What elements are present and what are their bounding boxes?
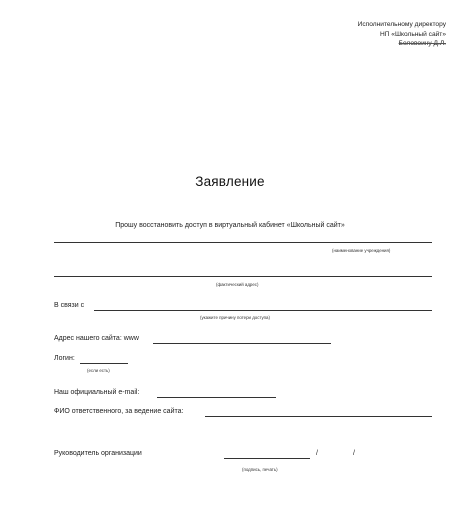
document-title: Заявление bbox=[195, 174, 265, 189]
address-line[interactable] bbox=[54, 276, 432, 277]
email-label: Наш официальный e-mail: bbox=[54, 389, 140, 396]
slash-separator-2: / bbox=[353, 450, 355, 457]
institution-hint: (наименование учреждения) bbox=[332, 248, 391, 253]
site-line[interactable] bbox=[153, 343, 331, 344]
signature-line[interactable] bbox=[224, 458, 310, 459]
addressee-position: Исполнительному директору bbox=[357, 21, 446, 28]
addressee-block bbox=[358, 20, 446, 49]
slash-separator-1: / bbox=[316, 450, 318, 457]
login-label: Логин: bbox=[54, 355, 75, 362]
request-text: Прошу восстановить доступ в виртуальный кабинет «Школьный сайт» bbox=[115, 222, 345, 229]
login-line[interactable] bbox=[80, 363, 128, 364]
reason-hint: (укажите причину потери доступа) bbox=[200, 315, 270, 320]
responsible-line[interactable] bbox=[205, 416, 432, 417]
site-label: Адрес нашего сайта: www bbox=[54, 335, 139, 342]
addressee-organization: НП «Школьный сайт» bbox=[379, 30, 446, 38]
reason-line[interactable] bbox=[94, 310, 432, 311]
responsible-label: ФИО ответственного, за ведение сайта: bbox=[54, 408, 184, 415]
addressee-name: Беловоину Д.Л. bbox=[398, 40, 446, 48]
institution-line[interactable] bbox=[54, 242, 432, 243]
reason-label: В связи с bbox=[54, 302, 85, 309]
address-hint: (фактический адрес) bbox=[216, 282, 259, 287]
head-label: Руководитель организации bbox=[54, 450, 142, 457]
login-hint: (если есть) bbox=[87, 368, 110, 373]
email-line[interactable] bbox=[157, 397, 276, 398]
signature-hint: (подпись, печать) bbox=[242, 467, 278, 472]
